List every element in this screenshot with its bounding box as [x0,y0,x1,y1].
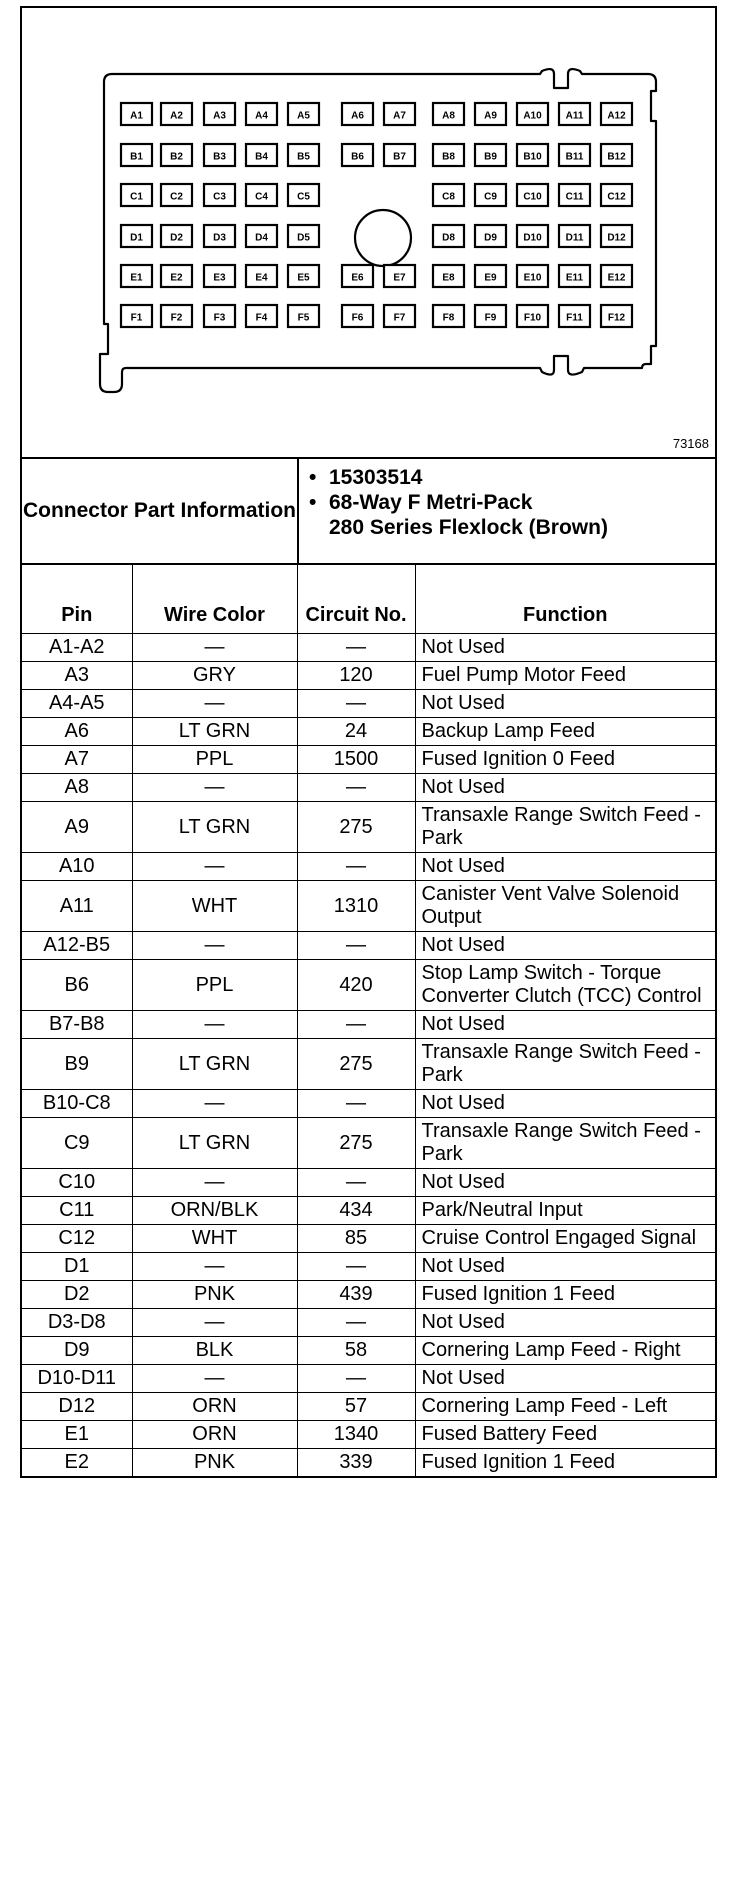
function-cell: Backup Lamp Feed [415,718,715,746]
table-row [22,718,715,746]
function-cell: Not Used [415,932,715,960]
cavity-label-c2: C2 [170,191,183,203]
connector-part-info-label: Connector Part Information [22,459,299,563]
cavity-label-f7: F7 [393,312,406,324]
circuit-cell: — [297,634,415,662]
pin-cell: A3 [22,662,132,690]
function-cell: Transaxle Range Switch Feed - Park [415,1118,715,1169]
function-cell: Not Used [415,774,715,802]
table-row [22,774,715,802]
wire-color-cell: PPL [132,746,297,774]
table-row [22,1197,715,1225]
table-row [22,1393,715,1421]
circuit-cell: — [297,690,415,718]
cavity-label-b1: B1 [130,151,143,163]
table-row [22,881,715,932]
table-row [22,1169,715,1197]
table-row [22,690,715,718]
cavity-label-d9: D9 [484,232,497,244]
cavity-label-c10: C10 [523,191,542,203]
header-circuit-no: Circuit No. [297,565,415,634]
cavity-label-c4: C4 [255,191,268,203]
function-cell: Fused Battery Feed [415,1421,715,1449]
circuit-cell: — [297,1309,415,1337]
pin-cell: D10-D11 [22,1365,132,1393]
table-row [22,1090,715,1118]
pin-cell: C9 [22,1118,132,1169]
pin-cell: A11 [22,881,132,932]
pin-cell: A12-B5 [22,932,132,960]
function-cell: Fused Ignition 1 Feed [415,1449,715,1477]
cavity-label-c12: C12 [607,191,626,203]
table-row [22,802,715,853]
cavity-label-a4: A4 [255,110,268,122]
wire-color-cell: — [132,1169,297,1197]
function-cell: Not Used [415,853,715,881]
circuit-cell: — [297,1253,415,1281]
cavity-label-f11: F11 [566,312,583,324]
cavity-label-b4: B4 [255,151,268,163]
cavity-label-b7: B7 [393,151,406,163]
wire-color-cell: — [132,1090,297,1118]
connector-face-drawing [22,8,715,457]
connector-diagram [22,8,715,459]
wire-color-cell: — [132,1309,297,1337]
center-hole [355,210,411,266]
cavity-label-b9: B9 [484,151,497,163]
circuit-cell: 275 [297,1039,415,1090]
cavity-label-e4: E4 [255,272,268,284]
cavity-label-e9: E9 [484,272,497,284]
table-row [22,960,715,1011]
cavity-label-a6: A6 [351,110,364,122]
cavity-label-a1: A1 [130,110,143,122]
wire-color-cell: LT GRN [132,802,297,853]
circuit-cell: 439 [297,1281,415,1309]
wire-color-cell: LT GRN [132,1118,297,1169]
table-row [22,1118,715,1169]
cavity-label-c8: C8 [442,191,455,203]
cavity-label-c3: C3 [213,191,226,203]
circuit-cell: 1340 [297,1421,415,1449]
circuit-cell: 275 [297,1118,415,1169]
pin-cell: D12 [22,1393,132,1421]
cavity-label-f10: F10 [523,312,542,324]
description-line-2: 280 Series Flexlock (Brown) [329,516,608,540]
cavity-label-f8: F8 [442,312,455,324]
cavity-label-e5: E5 [297,272,310,284]
function-cell: Fused Ignition 0 Feed [415,746,715,774]
cavity-label-b12: B12 [607,151,626,163]
cavity-label-d5: D5 [297,232,310,244]
header-wire-color: Wire Color [132,565,297,634]
cavity-label-e8: E8 [442,272,455,284]
cavity-label-e11: E11 [565,272,584,284]
wire-color-cell: WHT [132,881,297,932]
table-row [22,1337,715,1365]
pin-cell: A4-A5 [22,690,132,718]
function-cell: Transaxle Range Switch Feed - Park [415,1039,715,1090]
bullet-icon: • [309,466,317,489]
cavity-label-b6: B6 [351,151,364,163]
cavity-label-c1: C1 [130,191,143,203]
cavity-label-d11: D11 [565,232,584,244]
figure-number: 73168 [672,436,709,451]
bullet-icon: • [309,491,317,515]
function-cell: Not Used [415,634,715,662]
pin-cell: B10-C8 [22,1090,132,1118]
function-cell: Not Used [415,690,715,718]
connector-sheet [20,6,717,1478]
cavity-label-a5: A5 [297,110,310,122]
cavity-label-d12: D12 [607,232,626,244]
function-cell: Not Used [415,1309,715,1337]
header-pin: Pin [22,565,132,634]
table-row [22,1011,715,1039]
pin-cell: E1 [22,1421,132,1449]
function-cell: Transaxle Range Switch Feed - Park [415,802,715,853]
table-row [22,1309,715,1337]
connector-part-info [22,459,715,565]
connector-description [329,490,608,540]
pin-cell: B9 [22,1039,132,1090]
cavity-label-a8: A8 [442,110,455,122]
cavity-label-c5: C5 [297,191,310,203]
table-row [22,1225,715,1253]
circuit-cell: 57 [297,1393,415,1421]
wire-color-cell: — [132,853,297,881]
cavity-label-a7: A7 [393,110,406,122]
pin-cell: A9 [22,802,132,853]
pinout-header-row [22,565,715,634]
circuit-cell: — [297,1090,415,1118]
description-line-1: 68-Way F Metri-Pack [329,491,533,515]
table-row [22,1039,715,1090]
wire-color-cell: — [132,1365,297,1393]
circuit-cell: 275 [297,802,415,853]
function-cell: Stop Lamp Switch - Torque Converter Clutch (TCC) Control [415,960,715,1011]
cavity-label-f1: F1 [130,312,143,324]
pin-cell: C10 [22,1169,132,1197]
circuit-cell: 420 [297,960,415,1011]
cavity-label-b10: B10 [523,151,542,163]
wire-color-cell: — [132,774,297,802]
wire-color-cell: PNK [132,1281,297,1309]
circuit-cell: 339 [297,1449,415,1477]
cavity-label-b3: B3 [213,151,226,163]
cavity-label-f6: F6 [351,312,364,324]
table-row [22,746,715,774]
table-row [22,662,715,690]
circuit-cell: — [297,1169,415,1197]
cavity-label-e10: E10 [523,272,542,284]
pin-cell: A8 [22,774,132,802]
function-cell: Park/Neutral Input [415,1197,715,1225]
function-cell: Not Used [415,1365,715,1393]
wire-color-cell: — [132,932,297,960]
circuit-cell: 434 [297,1197,415,1225]
circuit-cell: 1500 [297,746,415,774]
cavity-label-f2: F2 [170,312,183,324]
cavity-label-a9: A9 [484,110,497,122]
circuit-cell: — [297,932,415,960]
function-cell: Cornering Lamp Feed - Right [415,1337,715,1365]
cavity-label-d2: D2 [170,232,183,244]
pin-cell: A10 [22,853,132,881]
pin-cell: D3-D8 [22,1309,132,1337]
pin-cell: E2 [22,1449,132,1477]
cavity-label-f9: F9 [484,312,497,324]
pinout-table [22,565,715,1476]
cavity-label-a2: A2 [170,110,183,122]
cavity-label-d10: D10 [523,232,542,244]
circuit-cell: 24 [297,718,415,746]
circuit-cell: 58 [297,1337,415,1365]
cavity-label-f12: F12 [607,312,626,324]
wire-color-cell: ORN/BLK [132,1197,297,1225]
header-function: Function [415,565,715,634]
circuit-cell: — [297,774,415,802]
pin-cell: D1 [22,1253,132,1281]
wire-color-cell: — [132,1011,297,1039]
wire-color-cell: ORN [132,1421,297,1449]
cavity-label-a10: A10 [523,110,542,122]
pin-cell: A7 [22,746,132,774]
cavity-label-d8: D8 [442,232,455,244]
wire-color-cell: ORN [132,1393,297,1421]
cavity-label-f3: F3 [213,312,226,324]
cavity-label-d1: D1 [130,232,143,244]
part-number-row [309,465,715,490]
pin-cell: B6 [22,960,132,1011]
cavity-label-b8: B8 [442,151,455,163]
cavity-label-b11: B11 [565,151,584,163]
cavity-label-a3: A3 [213,110,226,122]
function-cell: Not Used [415,1011,715,1039]
wire-color-cell: LT GRN [132,1039,297,1090]
wire-color-cell: LT GRN [132,718,297,746]
wire-color-cell: — [132,1253,297,1281]
function-cell: Not Used [415,1169,715,1197]
table-row [22,853,715,881]
connector-part-info-values [299,459,715,563]
cavity-label-b5: B5 [297,151,310,163]
pin-cell: A6 [22,718,132,746]
pin-cell: D2 [22,1281,132,1309]
cavity-label-e6: E6 [351,272,364,284]
function-cell: Not Used [415,1090,715,1118]
function-cell: Fuel Pump Motor Feed [415,662,715,690]
wire-color-cell: PPL [132,960,297,1011]
function-cell: Canister Vent Valve Solenoid Output [415,881,715,932]
function-cell: Fused Ignition 1 Feed [415,1281,715,1309]
wire-color-cell: WHT [132,1225,297,1253]
part-number: 15303514 [329,466,423,489]
cavity-label-e2: E2 [170,272,183,284]
cavity-label-e12: E12 [607,272,626,284]
description-row [309,490,715,540]
table-row [22,634,715,662]
wire-color-cell: — [132,634,297,662]
cavity-label-b2: B2 [170,151,183,163]
cavity-label-c9: C9 [484,191,497,203]
circuit-cell: 120 [297,662,415,690]
circuit-cell: — [297,1365,415,1393]
circuit-cell: — [297,1011,415,1039]
cavity-label-a12: A12 [607,110,626,122]
cavity-label-e1: E1 [130,272,143,284]
cavity-label-f5: F5 [297,312,310,324]
wire-color-cell: BLK [132,1337,297,1365]
wire-color-cell: GRY [132,662,297,690]
circuit-cell: — [297,853,415,881]
circuit-cell: 1310 [297,881,415,932]
pin-cell: A1-A2 [22,634,132,662]
pin-cell: C11 [22,1197,132,1225]
cavity-label-c11: C11 [565,191,584,203]
cavity-label-d3: D3 [213,232,226,244]
cavity-label-f4: F4 [255,312,268,324]
pin-cell: D9 [22,1337,132,1365]
wire-color-cell: — [132,690,297,718]
table-row [22,1253,715,1281]
table-row [22,1365,715,1393]
pin-cell: B7-B8 [22,1011,132,1039]
cavity-label-e7: E7 [393,272,406,284]
cavity-label-e3: E3 [213,272,226,284]
function-cell: Not Used [415,1253,715,1281]
circuit-cell: 85 [297,1225,415,1253]
wire-color-cell: PNK [132,1449,297,1477]
function-cell: Cruise Control Engaged Signal [415,1225,715,1253]
table-row [22,1281,715,1309]
table-row [22,932,715,960]
table-row [22,1449,715,1477]
cavity-label-d4: D4 [255,232,268,244]
pin-cell: C12 [22,1225,132,1253]
function-cell: Cornering Lamp Feed - Left [415,1393,715,1421]
table-row [22,1421,715,1449]
cavity-label-a11: A11 [565,110,584,122]
